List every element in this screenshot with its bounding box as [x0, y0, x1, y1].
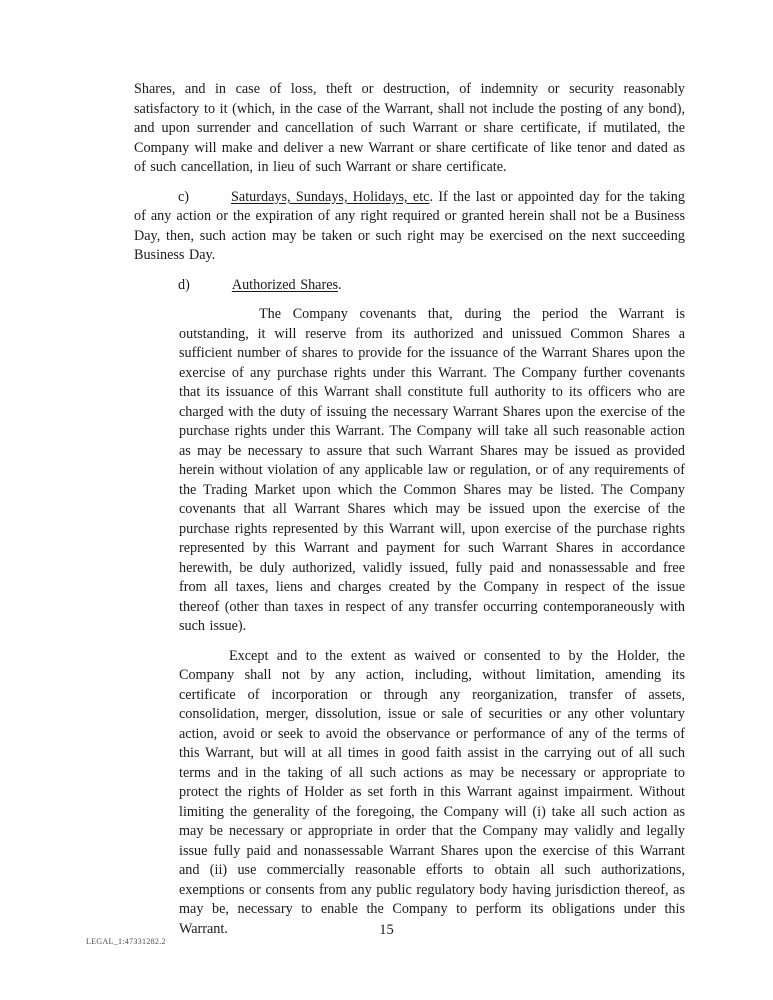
section-d-label: d)	[178, 276, 190, 293]
continuation-paragraph: Shares, and in case of loss, theft or destruction, of indemnity or security reasonably satisfactory to it (which, in the case of the Warrant, shall not include the posting of any bond), and upon surrender and cancellation of such Warrant or share certificate, if mutilated, the Company will make and deliver a new Warrant or share certificate of like tenor and dated as of such cancellation, in lieu of such Warrant or share certificate.	[134, 81, 685, 175]
section-d-heading-line	[134, 276, 685, 296]
document-id-footnote: LEGAL_1:47331282.2	[86, 937, 166, 946]
section-d-paragraph-2: Except and to the extent as waived or consented to by the Holder, the Company shall not by any action, including, without limitation, amending its certificate of incorporation or through any reorganization, transfer of assets, consolidation, merger, dissolution, issue or sale of securities or any other voluntary action, avoid or seek to avoid the observance or performance of any of the terms of this Warrant, but will at all times in good faith assist in the carrying out of all such terms and in the taking of all such actions as may be necessary or appropriate to protect the rights of Holder as set forth in this Warrant against impairment. Without limiting the generality of the foregoing, the Company will (i) take all such action as may be necessary or appropriate in order that the Company may validly and legally issue fully paid and nonassessable Warrant Shares upon the exercise of this Warrant and (ii) use commercially reasonable efforts to obtain all such authorizations, exemptions or consents from any public regulatory body having jurisdiction thereof, as may be, necessary to enable the Company to perform its obligations under this Warrant.	[179, 647, 685, 937]
section-c-text: . If the last or appointed day for the taking of any action or the expiration of any right required or granted herein shall not be a Business Day, then, such action may be taken or such right may be exercised on the next succeeding Business Day.	[134, 188, 685, 263]
section-d-paragraph-1: The Company covenants that, during the period the Warrant is outstanding, it will reserve from its authorized and unissued Common Shares a sufficient number of shares to provide for the issuance of the Warrant Shares upon the exercise of any purchase rights under this Warrant. The Company further covenants that its issuance of this Warrant shall constitute full authority to its officers who are charged with the duty of issuing the necessary Warrant Shares upon the exercise of the purchase rights under this Warrant. The Company will take all such reasonable action as may be necessary to assure that such Warrant Shares may be issued as provided herein without violation of any applicable law or regulation, or of any requirements of the Trading Market upon which the Common Shares may be listed. The Company covenants that all Warrant Shares which may be issued upon the exercise of the purchase rights represented by this Warrant will, upon exercise of the purchase rights represented by this Warrant and payment for such Warrant Shares in accordance herewith, be duly authorized, validly issued, fully paid and nonassessable and free from all taxes, liens and charges created by the Company in respect of the issue thereof (other than taxes in respect of any transfer occurring contemporaneously with such issue).	[179, 306, 685, 634]
section-d-heading-period: .	[338, 276, 342, 293]
section-c-label: c)	[178, 188, 190, 205]
section-c-heading: Saturdays, Sundays, Holidays, etc	[231, 188, 430, 205]
document-body	[134, 80, 685, 949]
section-c-paragraph	[134, 188, 685, 266]
section-d-heading: Authorized Shares	[231, 276, 339, 293]
page-number: 15	[379, 922, 394, 938]
